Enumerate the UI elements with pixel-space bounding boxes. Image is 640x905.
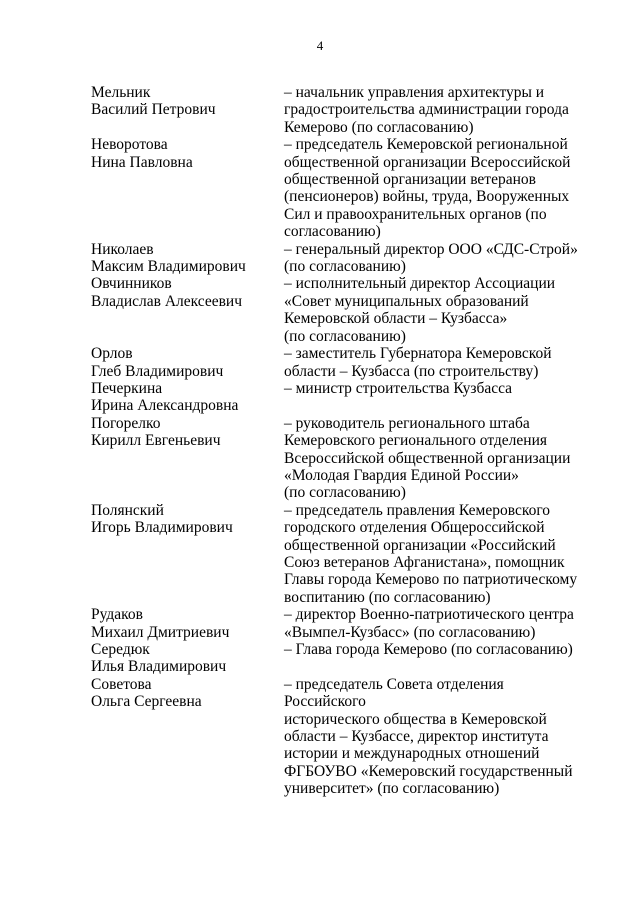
list-item xyxy=(91,641,591,676)
member-name xyxy=(91,676,284,798)
member-surname: Мельник xyxy=(91,84,151,101)
member-name xyxy=(91,275,284,345)
list-item xyxy=(91,380,591,415)
list-item xyxy=(91,415,591,502)
member-role: – генеральный директор ООО «СДС-Строй» (по согласованию) xyxy=(284,240,578,276)
member-name xyxy=(91,136,284,240)
member-name xyxy=(91,380,284,415)
member-list xyxy=(91,84,591,798)
member-name xyxy=(91,606,284,641)
member-role: – руководитель регионального штаба Кемеровского регионального отделения Всероссийской общественной организации «Молодая Гвардия Единой России» (по согласованию) xyxy=(284,414,571,502)
list-item xyxy=(91,84,591,136)
member-role: – Глава города Кемерово (по согласованию) xyxy=(284,641,573,658)
member-name xyxy=(91,241,284,276)
list-item xyxy=(91,136,591,240)
member-surname: Печеркина xyxy=(91,379,163,397)
member-given-names: Василий Петрович xyxy=(91,101,216,119)
member-surname: Овчинников xyxy=(91,275,172,293)
list-item xyxy=(91,241,591,276)
member-given-names: Ирина Александровна xyxy=(91,397,239,415)
page-number: 4 xyxy=(316,38,324,53)
member-role: – министр строительства Кузбасса xyxy=(284,379,513,397)
member-surname: Советова xyxy=(91,675,152,693)
member-given-names: Михаил Дмитриевич xyxy=(91,623,230,641)
member-given-names: Кирилл Евгеньевич xyxy=(91,432,221,450)
member-role: – директор Военно-патриотического центра «Вымпел-Кузбасс» (по согласованию) xyxy=(284,606,574,641)
member-given-names: Глеб Владимирович xyxy=(91,362,224,380)
member-given-names: Ольга Сергеевна xyxy=(91,693,202,711)
list-item xyxy=(91,502,591,606)
member-surname: Полянский xyxy=(91,501,164,519)
member-name xyxy=(91,502,284,606)
member-surname: Неворотова xyxy=(91,136,168,154)
member-name xyxy=(91,641,284,676)
member-given-names: Максим Владимирович xyxy=(91,258,246,276)
list-item xyxy=(91,606,591,641)
member-role: – заместитель Губернатора Кемеровской области – Кузбасса (по строительству) xyxy=(284,345,552,380)
member-name xyxy=(91,345,284,380)
member-surname: Погорелко xyxy=(91,414,161,432)
member-name xyxy=(91,84,284,136)
member-role: – председатель Совета отделения Российского исторического общества в Кемеровской области – Кузбассе, директор института истории и международных отношений ФГБОУВО «Кемеровский государственный университет» (по согласованию) xyxy=(284,675,573,798)
member-given-names: Нина Павловна xyxy=(91,153,193,171)
member-name xyxy=(91,415,284,502)
member-role: – исполнительный директор Ассоциации «Совет муниципальных образований Кемеровской области – Кузбасса» (по согласованию) xyxy=(284,275,556,345)
member-surname: Рудаков xyxy=(91,606,143,624)
member-role: – начальник управления архитектуры и градостроительства администрации города Кемерово (по согласованию) xyxy=(284,84,569,136)
list-item xyxy=(91,676,591,798)
member-given-names: Игорь Владимирович xyxy=(91,519,233,537)
member-surname: Николаев xyxy=(91,240,154,258)
member-surname: Орлов xyxy=(91,345,133,363)
member-surname: Середюк xyxy=(91,641,150,658)
list-item xyxy=(91,275,591,345)
list-item xyxy=(91,345,591,380)
member-given-names: Владислав Алексеевич xyxy=(91,292,243,310)
member-role: – председатель Кемеровской региональной общественной организации Всероссийской общественной организации ветеранов (пенсионеров) войны, труда, Вооруженных Сил и правоохранительных органов (по согласованию) xyxy=(284,136,571,241)
member-role: – председатель правления Кемеровского городского отделения Общероссийской общественной организации «Российский Союз ветеранов Афганистана», помощник Главы города Кемерово по патриотическому воспитанию (по согласованию) xyxy=(284,501,578,606)
member-given-names: Илья Владимирович xyxy=(91,658,227,676)
